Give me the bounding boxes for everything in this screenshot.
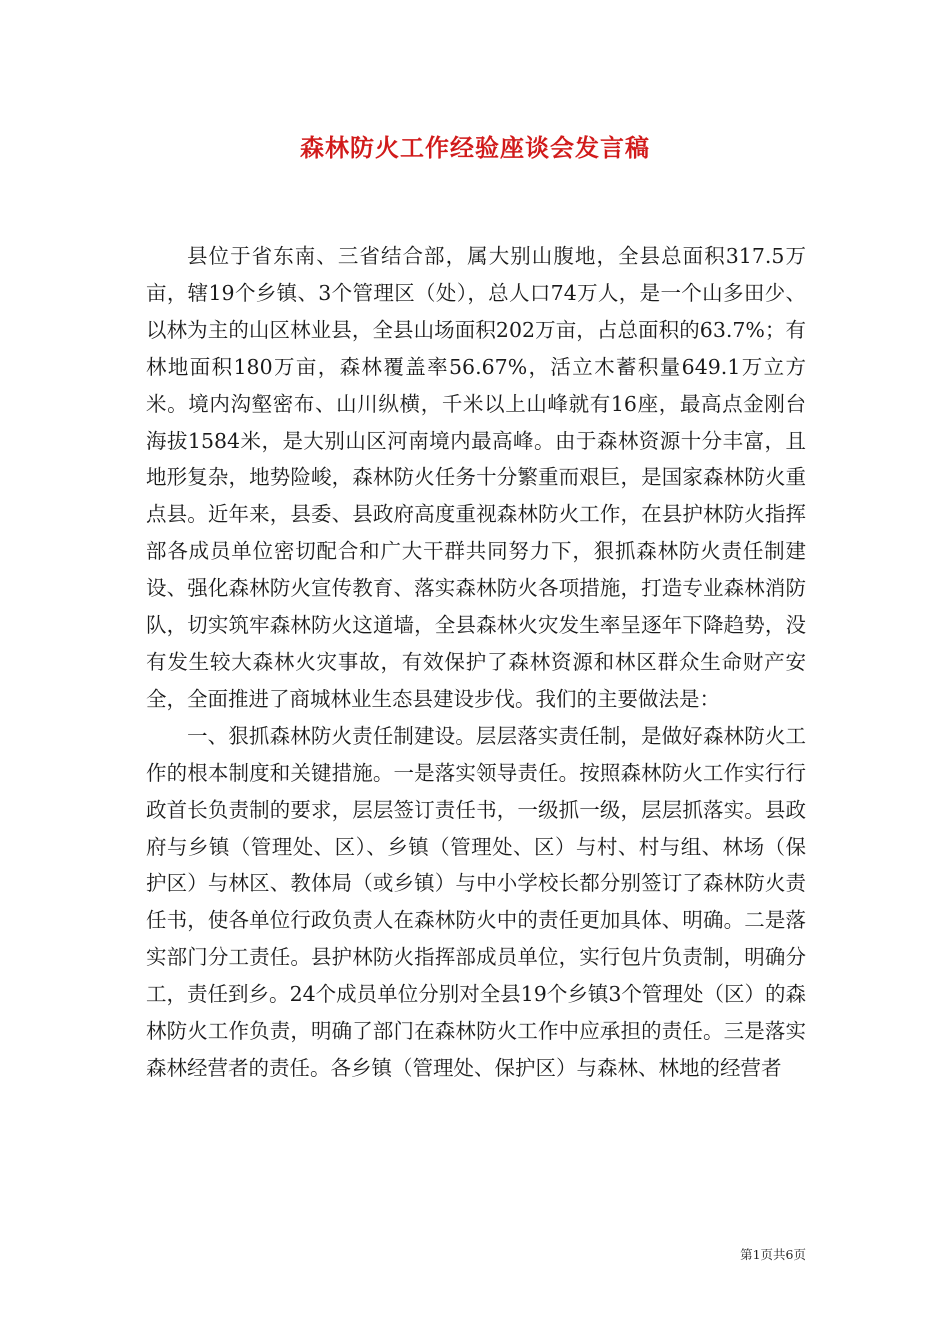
page-number: 第1页共6页 bbox=[740, 1247, 806, 1262]
document-title: 森林防火工作经验座谈会发言稿 bbox=[300, 133, 650, 162]
paragraph-section-1: 一、狠抓森林防火责任制建设。层层落实责任制，是做好森林防火工作的根本制度和关键措施。一是落实领导责任。按照森林防火工作实行行政首长负责制的要求，层层签订责任书，一级抓一级，层层抓落实。县政府与乡镇（管理处、区）、乡镇（管理处、区）与村、村与组、林场（保护区）与林区、教体局（或乡镇）与中小学校长都分别签订了森林防火责任书，使各单位行政负责人在森林防火中的责任更加具体、明确。二是落实部门分工责任。县护林防火指挥部成员单位，实行包片负责制，明确分工，责任到乡。24个成员单位分别对全县19个乡镇3个管理处（区）的森林防火工作负责，明确了部门在森林防火工作中应承担的责任。三是落实森林经营者的责任。各乡镇（管理处、保护区）与森林、林地的经营者 bbox=[146, 723, 806, 1080]
paragraph-intro: 县位于省东南、三省结合部，属大别山腹地，全县总面积317.5万亩，辖19个乡镇、3个管理区（处），总人口74万人，是一个山多田少、以林为主的山区林业县，全县山场面积202万亩，占总面积的63.7%；有林地面积180万亩，森林覆盖率56.67%，活立木蓄积量649.1万立方米。境内沟壑密布、山川纵横，千米以上山峰就有16座，最高点金刚台海拔1584米，是大别山区河南境内最高峰。由于森林资源十分丰富，且地形复杂，地势险峻，森林防火任务十分繁重而艰巨，是国家森林防火重点县。近年来，县委、县政府高度重视森林防火工作，在县护林防火指挥部各成员单位密切配合和广大干群共同努力下，狠抓森林防火责任制建设、强化森林防火宣传教育、落实森林防火各项措施，打造专业森林消防队，切实筑牢森林防火这道墙，全县森林火灾发生率呈逐年下降趋势，没有发生较大森林火灾事故，有效保护了森林资源和林区群众生命财产安全，全面推进了商城林业生态县建设步伐。我们的主要做法是： bbox=[146, 244, 806, 711]
document-body bbox=[146, 238, 806, 1087]
